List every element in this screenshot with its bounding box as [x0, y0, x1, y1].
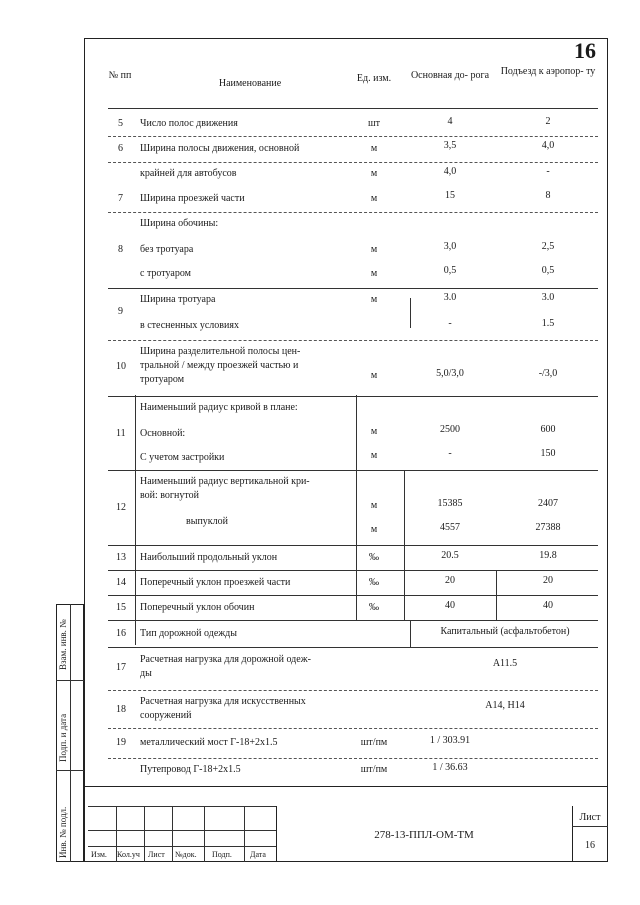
title-col-kol: Кол.уч — [117, 850, 140, 859]
header-num: № пп — [108, 70, 132, 81]
document-code: 278-13-ППЛ-ОМ-ТМ — [374, 829, 474, 841]
side-stamp-divider — [70, 604, 85, 862]
header-unit: Ед. изм. — [356, 73, 392, 84]
header-main-road: Основная до- рога — [410, 70, 490, 81]
side-stamp-inv-orig: Инв. № подл. — [58, 806, 68, 858]
page-number: 16 — [574, 38, 596, 63]
title-col-list: Лист — [148, 850, 165, 859]
side-stamp-replace-inv: Взам. инв. № — [58, 619, 68, 670]
header-name: Наименование — [218, 78, 282, 89]
title-col-date: Дата — [250, 850, 266, 859]
header-airport-road: Подъезд к аэропор- ту — [500, 66, 596, 77]
sheet-number: 16 — [585, 840, 595, 851]
side-stamp-sign-date: Подп. и дата — [58, 713, 68, 762]
title-col-izm: Изм. — [91, 850, 107, 859]
sheet-label: Лист — [579, 812, 601, 823]
title-col-doc: №док. — [175, 850, 197, 859]
title-col-sign: Подп. — [212, 850, 232, 859]
